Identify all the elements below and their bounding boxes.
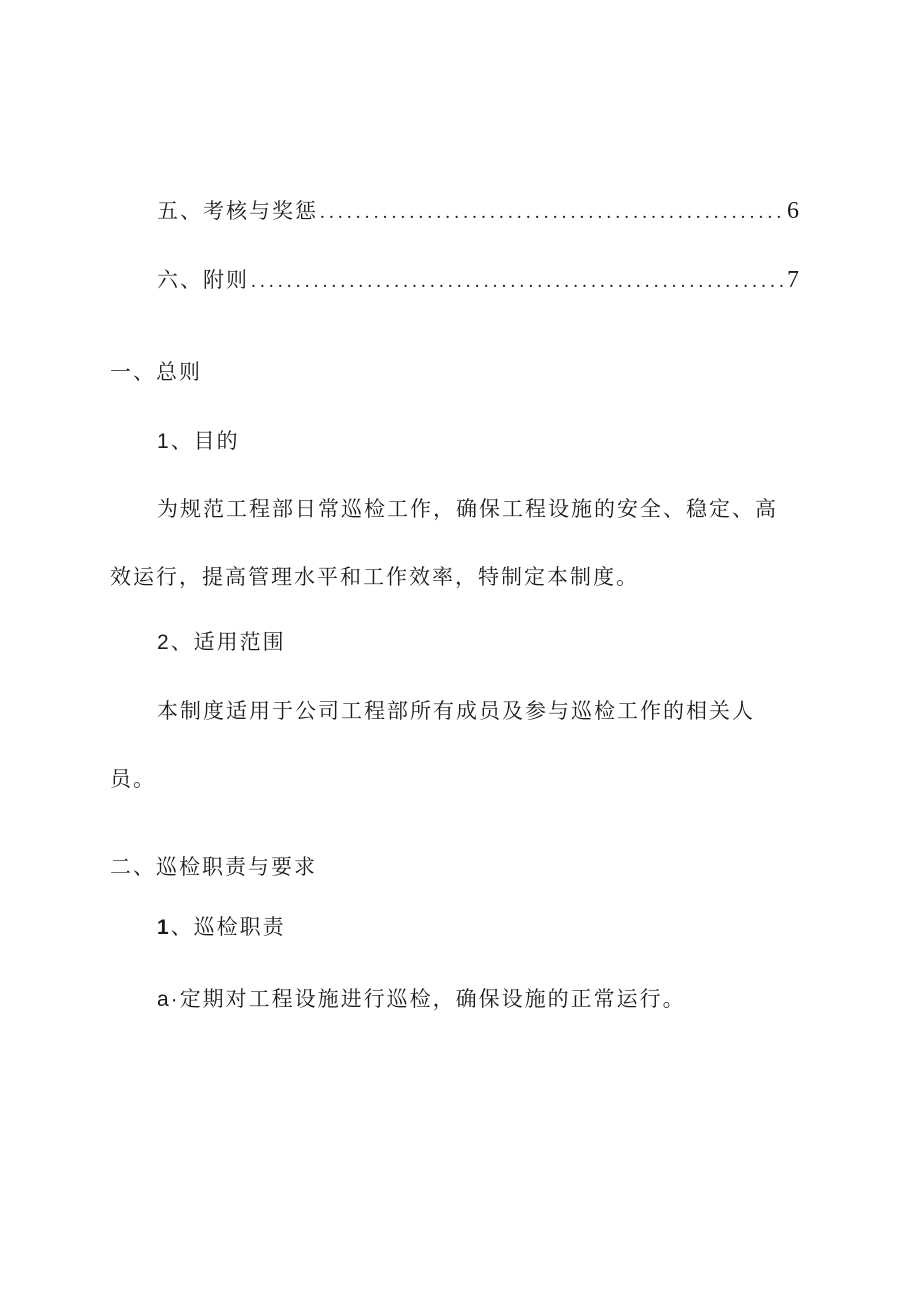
subsection-heading bbox=[157, 913, 286, 942]
list-item-marker: a· bbox=[157, 988, 180, 1011]
subsection-label: 、目的 bbox=[170, 429, 240, 453]
subsection-number: 1 bbox=[157, 430, 171, 453]
subsection-number: 2 bbox=[157, 631, 171, 654]
toc-leader-dots bbox=[251, 268, 785, 296]
subsection-label: 、巡检职责 bbox=[170, 915, 286, 939]
list-item bbox=[157, 985, 686, 1014]
section-heading: 二、巡检职责与要求 bbox=[110, 855, 317, 879]
subsection-number: 1 bbox=[157, 916, 171, 939]
toc-entry-title: 五、考核与奖惩 bbox=[157, 199, 318, 223]
toc-leader-dots bbox=[320, 199, 785, 227]
subsection-label: 、适用范围 bbox=[170, 630, 286, 654]
toc-entry-page: 7 bbox=[787, 267, 799, 293]
paragraph-line: 本制度适用于公司工程部所有成员及参与巡检工作的相关人 bbox=[157, 699, 755, 723]
paragraph-line: 员。 bbox=[110, 767, 156, 791]
toc-entry-page: 6 bbox=[787, 198, 799, 224]
paragraph-line: 为规范工程部日常巡检工作，确保工程设施的安全、稳定、高 bbox=[157, 497, 778, 521]
toc-entry[interactable] bbox=[157, 266, 799, 296]
paragraph-line: 效运行，提高管理水平和工作效率，特制定本制度。 bbox=[110, 565, 639, 589]
section-heading: 一、总则 bbox=[110, 360, 202, 384]
subsection-heading bbox=[157, 628, 286, 657]
toc-entry-title: 六、附则 bbox=[157, 268, 249, 292]
toc-entry[interactable] bbox=[157, 197, 799, 227]
list-item-text: 定期对工程设施进行巡检，确保设施的正常运行。 bbox=[179, 987, 686, 1011]
subsection-heading bbox=[157, 427, 240, 456]
